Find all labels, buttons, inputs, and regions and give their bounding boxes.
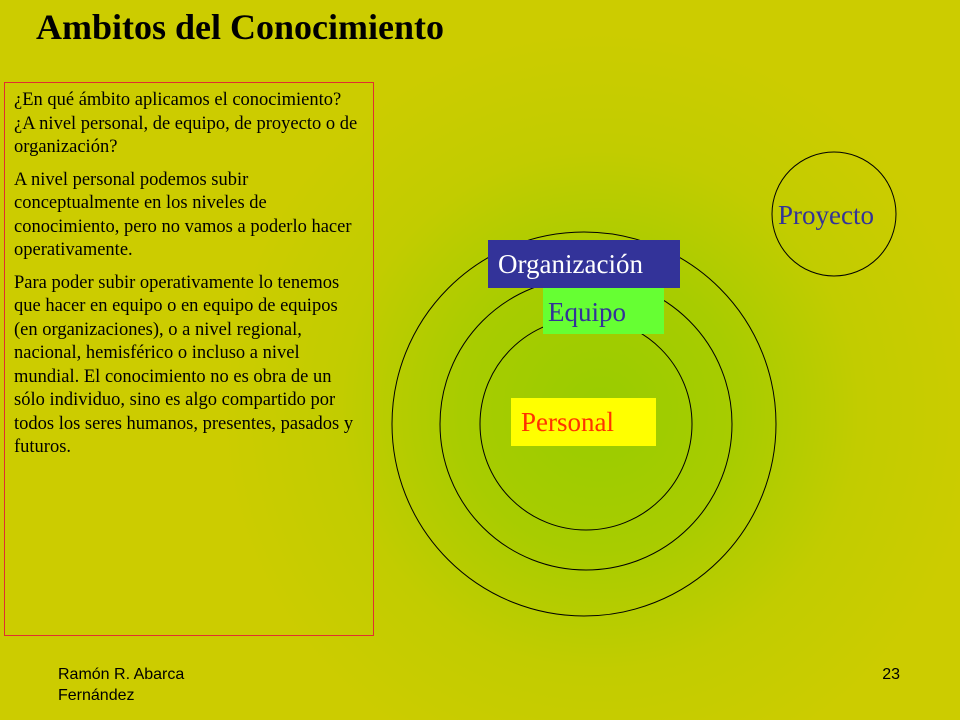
slide-title: Ambitos del Conocimiento [36,7,444,47]
label-equipo: Equipo [543,288,664,334]
footer-author: Ramón R. Abarca Fernández [58,666,185,704]
label-proyecto: Proyecto [778,200,874,230]
page-number: 23 [882,666,900,683]
label-personal: Personal [511,398,656,446]
paragraph-personal-level: A nivel personal podemos subir conceptualmente en los niveles de conocimiento, pero no vamos a poderlo hacer operativamente. [14,169,352,260]
paragraph-team-level: Para poder subir operativamente lo tenemos que hacer en equipo o en equipo de equipos (en organizaciones), o a nivel regional, nacional, hemisférico o incluso a nivel mundial. El conocimiento no es obra de un sólo individuo, sino es algo compartido por todos los seres humanos, presentes, pasados y futuros. [14,272,354,457]
label-organizacion: Organización [488,240,680,288]
paragraph-question: ¿En qué ámbito aplicamos el conocimiento? ¿A nivel personal, de equipo, de proyecto o de organización? [14,90,358,157]
